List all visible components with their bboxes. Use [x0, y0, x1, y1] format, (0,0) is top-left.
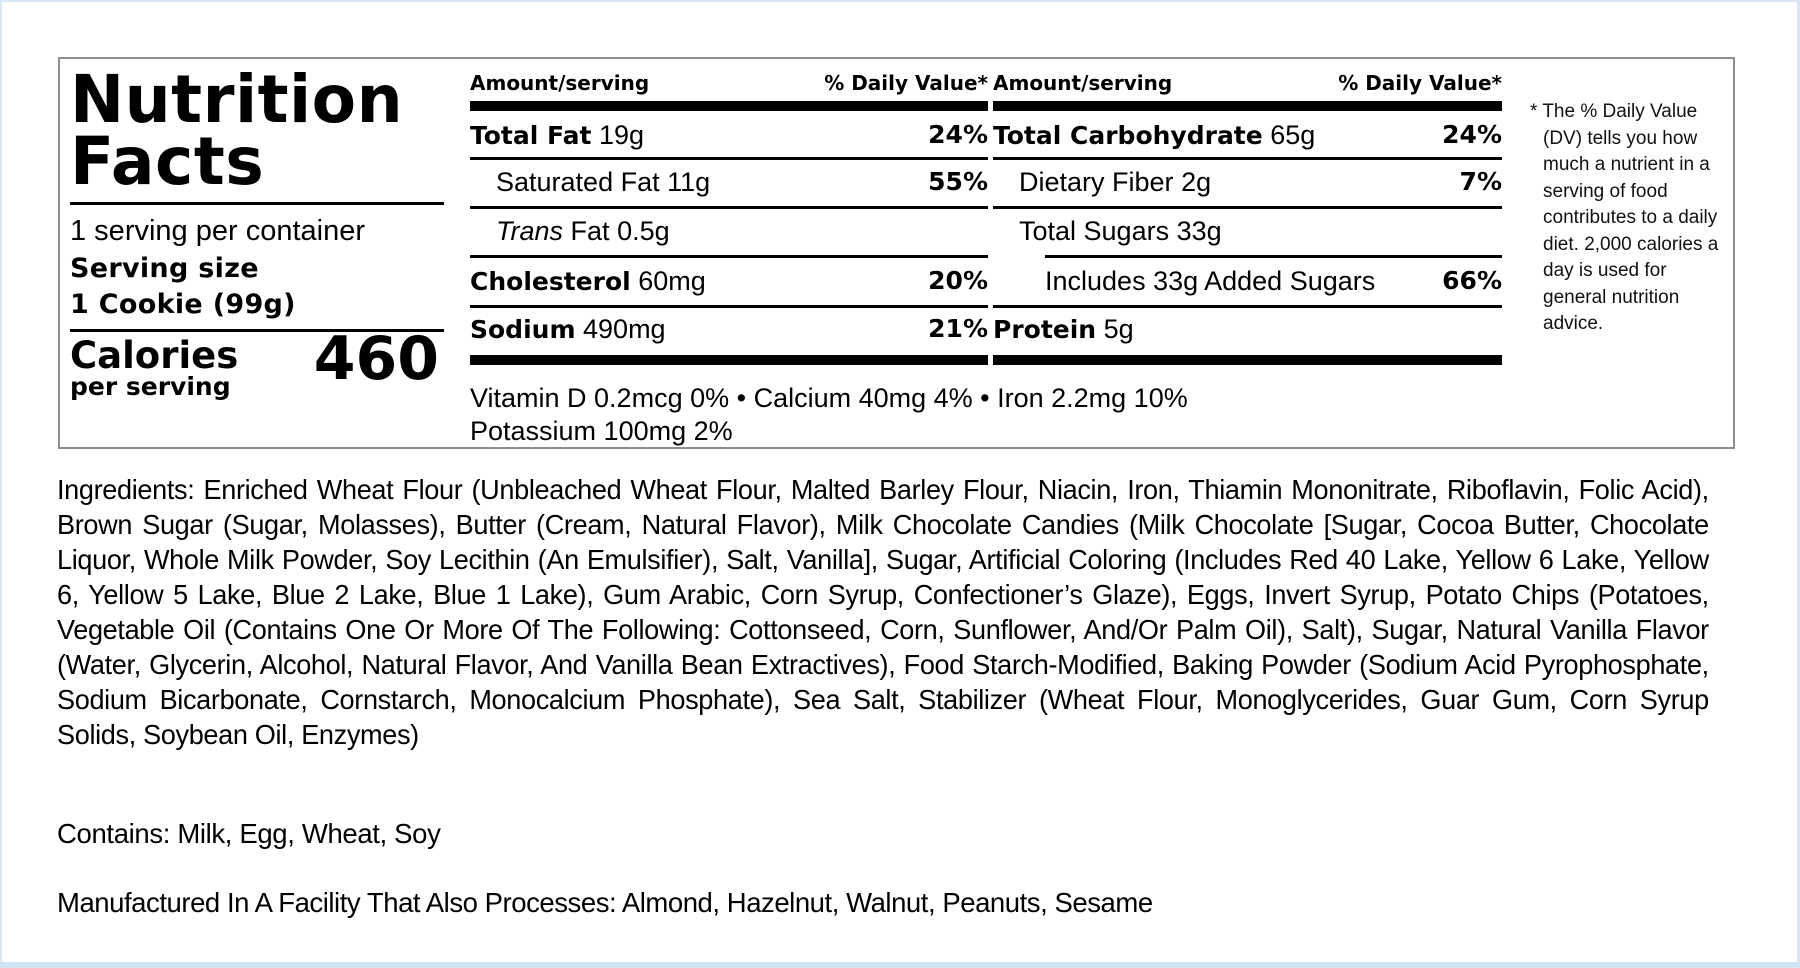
- serving-size-label: Serving size: [70, 253, 259, 284]
- nutrient-name: Cholesterol: [470, 267, 631, 296]
- column-header-daily-value: % Daily Value*: [824, 71, 988, 95]
- nutrient-amount: 65g: [1270, 120, 1316, 150]
- nutrient-amount: 0.5g: [617, 216, 670, 246]
- nutrient-row-saturated-fat: [470, 160, 988, 204]
- nutrient-row-added-sugars: [993, 259, 1502, 303]
- nutrient-daily-value: 20%: [928, 266, 988, 295]
- nutrient-row-sodium: [470, 307, 988, 351]
- nutrient-daily-value: 66%: [1442, 266, 1502, 295]
- nutrition-facts-label: [58, 57, 1735, 449]
- vitamins-minerals: [470, 382, 1188, 448]
- calories-sub-label: per serving: [70, 372, 231, 401]
- page-frame-bottom: [0, 962, 1800, 968]
- label-title-line2: Facts: [70, 123, 265, 200]
- nutrient-name: Protein: [993, 315, 1097, 344]
- vitamins-line-2: Potassium 100mg 2%: [470, 416, 733, 446]
- calories-value: 460: [313, 324, 439, 394]
- nutrient-name: Includes 33g Added Sugars: [1045, 266, 1376, 296]
- nutrient-row-dietary-fiber: [993, 160, 1502, 204]
- nutrient-name: Saturated Fat: [496, 167, 660, 197]
- divider: [1045, 255, 1502, 258]
- divider: [470, 255, 988, 258]
- nutrient-amount: 490mg: [583, 314, 666, 344]
- nutrient-row-total-carbohydrate: [993, 113, 1502, 157]
- calories-label: Calories: [70, 334, 239, 377]
- thick-divider: [993, 355, 1502, 365]
- column-header-daily-value: % Daily Value*: [1338, 71, 1502, 95]
- page-frame-top: [0, 0, 1800, 2]
- nutrient-daily-value: 24%: [1442, 120, 1502, 149]
- nutrient-row-total-fat: [470, 113, 988, 157]
- thick-divider: [993, 101, 1502, 111]
- facility-allergen-statement: Manufactured In A Facility That Also Processes: Almond, Hazelnut, Walnut, Peanuts, Sesame: [57, 887, 1153, 918]
- nutrient-amount: 33g: [1176, 216, 1222, 246]
- allergen-contains: Contains: Milk, Egg, Wheat, Soy: [57, 818, 441, 849]
- nutrient-amount: 60mg: [638, 266, 706, 296]
- ingredients-list: Ingredients: Enriched Wheat Flour (Unbleached Wheat Flour, Malted Barley Flour, Niacin, Iron, Thiamin Mononitrate, Riboflavin, Folic Acid), Brown Sugar (Sugar, Molasses), Butter (Cream, Natural Flavor), Milk Chocolate Candies (Milk Chocolate [Sugar, Cocoa Butter, Chocolate Liquor, Whole Milk Powder, Soy Lecithin (An Emulsifier), Salt, Vanilla], Sugar, Artificial Coloring (Includes Red 40 Lake, Yellow 6 Lake, Yellow 6, Yellow 5 Lake, Blue 2 Lake, Blue 1 Lake), Gum Arabic, Corn Syrup, Confectioner’s Glaze), Eggs, Invert Syrup, Potato Chips (Potatoes, Vegetable Oil (Contains One Or More Of The Following: Cottonseed, Corn, Sunflower, And/Or Palm Oil), Salt), Sugar, Natural Vanilla Flavor (Water, Glycerin, Alcohol, Natural Flavor, And Vanilla Bean Extractives), Food Starch-Modified, Baking Powder (Sodium Acid Pyrophosphate, Sodium Bicarbonate, Cornstarch, Monocalcium Phosphate), Sea Salt, Stabilizer (Wheat Flour, Monoglycerides, Guar Gum, Corn Syrup Solids, Soybean Oil, Enzymes): [57, 474, 1709, 750]
- nutrient-amount: 11g: [667, 167, 711, 197]
- daily-value-footnote: * The % Daily Value (DV) tells you how much a nutrient in a serving of food contributes to a daily diet. 2,000 calories a day is used for general nutrition advice.: [1530, 101, 1719, 334]
- divider: [70, 202, 444, 205]
- column-header-amount: Amount/serving: [993, 71, 1173, 95]
- thick-divider: [470, 101, 988, 111]
- nutrient-name: Fat: [570, 216, 610, 246]
- nutrient-daily-value: 7%: [1459, 167, 1502, 196]
- nutrient-row-trans-fat: [470, 209, 988, 253]
- column-header-amount: Amount/serving: [470, 71, 650, 95]
- nutrient-name-italic: Trans: [496, 216, 564, 246]
- nutrient-row-cholesterol: [470, 259, 988, 303]
- thick-divider: [470, 355, 988, 365]
- nutrient-name: Total Fat: [470, 121, 592, 150]
- nutrient-row-protein: [993, 307, 1502, 351]
- nutrient-amount: 2g: [1181, 167, 1212, 197]
- nutrient-name: Total Sugars: [1019, 216, 1170, 246]
- vitamins-line-1: Vitamin D 0.2mcg 0% • Calcium 40mg 4% • Iron 2.2mg 10%: [470, 383, 1188, 413]
- nutrient-amount: 5g: [1103, 314, 1134, 344]
- nutrient-daily-value: 21%: [928, 314, 988, 343]
- nutrient-name: Sodium: [470, 315, 576, 344]
- page-frame-left: [0, 0, 2, 968]
- nutrient-row-total-sugars: [993, 209, 1502, 253]
- serving-size-value: 1 Cookie (99g): [70, 289, 296, 320]
- servings-per-container: 1 serving per container: [70, 215, 365, 247]
- nutrient-daily-value: 24%: [928, 120, 988, 149]
- nutrient-name: Dietary Fiber: [1019, 167, 1174, 197]
- nutrient-name: Total Carbohydrate: [993, 121, 1263, 150]
- label-title-line1: Nutrition: [70, 61, 404, 138]
- nutrient-amount: 19g: [598, 120, 645, 150]
- nutrient-daily-value: 55%: [928, 167, 988, 196]
